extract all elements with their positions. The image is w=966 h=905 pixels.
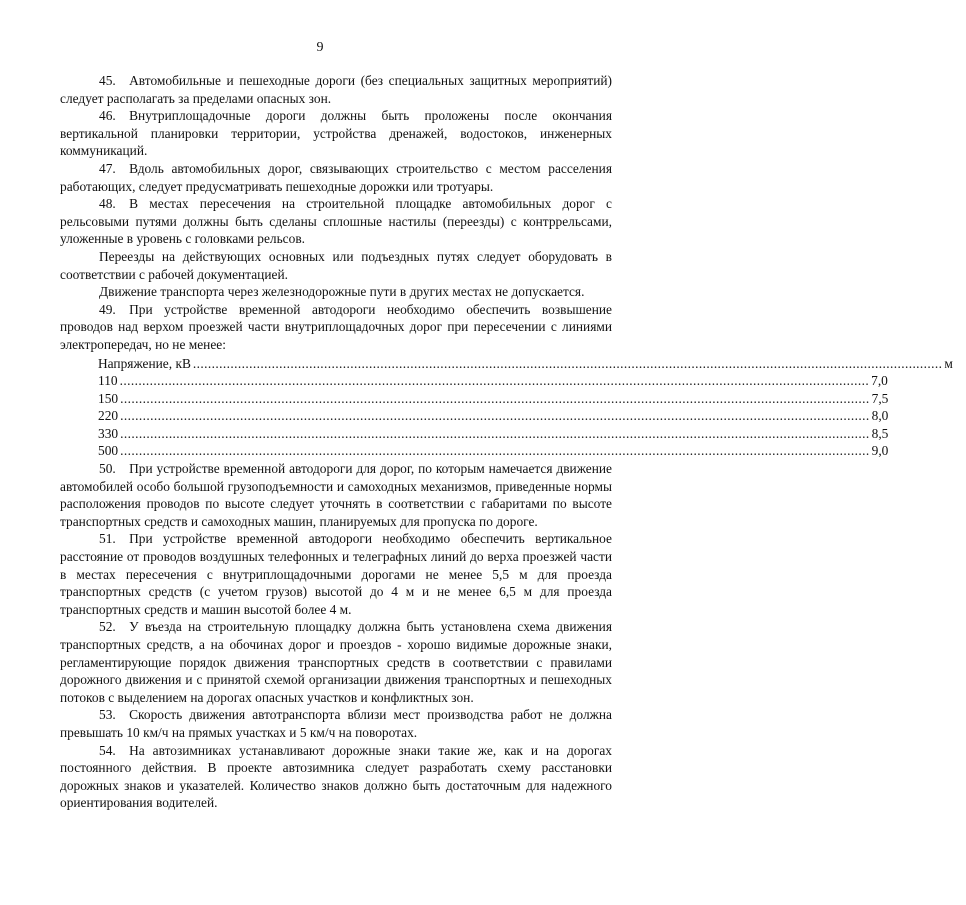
table-row bbox=[98, 372, 888, 390]
voltage-value: 110 bbox=[98, 373, 118, 389]
clearance-value: 8,0 bbox=[871, 408, 889, 424]
table-header-unit: м bbox=[944, 355, 953, 371]
paragraph-45: 45. Автомобильные и пешеходные дороги (без специальных защитных мероприятий) следует располагать за пределами опасных зон. bbox=[60, 73, 612, 106]
paragraph-49: 49. При устройстве временной автодороги необходимо обеспечить возвышение проводов над верхом проезжей части внутриплощадочных дорог при пересечении с линиями электропередач, но не менее: bbox=[60, 301, 612, 352]
voltage-clearance-table bbox=[98, 355, 953, 461]
dot-leader: ........................................................................................................................................................................................................ bbox=[120, 390, 870, 406]
clearance-value: 9,0 bbox=[871, 443, 889, 459]
paragraph-54: 54. На автозимниках устанавливают дорожные знаки такие же, как и на дорогах постоянного действия. В проекте автозимника следует разработать схему расстановки дорожных знаков и указателей. Количество знаков должно быть достаточным для надежного ориентирования водителей. bbox=[60, 742, 612, 811]
paragraph-52: 52. У въезда на строительную площадку должна быть установлена схема движения транспортных средств, а на обочинах дорог и проездов - хорошо видимые дорожные знаки, регламентирующие порядок движения транспортных средств в соответствии с правилами дорожного движения и с принятой схемой организации движения транспортных и пешеходных потоков с выделением на дорогах опасных участков и конфликтных зон. bbox=[60, 619, 612, 705]
voltage-value: 150 bbox=[98, 390, 119, 406]
table-row bbox=[98, 425, 889, 443]
dot-leader: ........................................................................................................................................................................................................ bbox=[120, 425, 870, 441]
paragraph-rail-traffic: Движение транспорта через железнодорожные пути в других местах не допускается. bbox=[99, 284, 585, 300]
page-number: 9 bbox=[316, 40, 324, 55]
voltage-value: 500 bbox=[98, 443, 119, 459]
paragraph-48: 48. В местах пересечения на строительной площадке автомобильных дорог с рельсовыми путями должны быть сделаны сплошные настилы (переезды) с контррельсами, уложенные в уровень с головками рельсов. bbox=[60, 196, 612, 247]
dot-leader: ........................................................................................................................................................................................................ bbox=[192, 355, 943, 371]
page-content bbox=[60, 72, 953, 812]
dot-leader: ........................................................................................................................................................................................................ bbox=[120, 443, 870, 459]
paragraph-50: 50. При устройстве временной автодороги для дорог, по которым намечается движение автомобилей особо большой грузоподъемности и самоходных механизмов, приведенные нормы расположения проводов по высоте следует уточнять в соответствии с габаритами по высоте транспортных средств и самоходных машин, планируемых для пропуска по дороге. bbox=[60, 461, 612, 529]
table-header-row bbox=[98, 355, 953, 373]
dot-leader: ........................................................................................................................................................................................................ bbox=[120, 408, 870, 424]
dot-leader: ........................................................................................................................................................................................................ bbox=[119, 373, 870, 389]
voltage-value: 330 bbox=[98, 425, 119, 441]
voltage-value: 220 bbox=[98, 408, 119, 424]
table-header-label: Напряжение, кВ bbox=[98, 355, 191, 371]
clearance-value: 8,5 bbox=[871, 425, 889, 441]
paragraph-53: 53. Скорость движения автотранспорта вблизи мест производства работ не должна превышать 10 км/ч на прямых участках и 5 км/ч на поворотах. bbox=[60, 707, 612, 740]
paragraph-46: 46. Внутриплощадочные дороги должны быть проложены после окончания вертикальной планировки территории, устройства дренажей, водостоков, инженерных коммуникаций. bbox=[60, 108, 612, 159]
clearance-value: 7,5 bbox=[871, 390, 889, 406]
table-row bbox=[98, 390, 889, 408]
table-row bbox=[98, 407, 889, 425]
paragraph-crossings: Переезды на действующих основных или подъездных путях следует оборудовать в соответствии с рабочей документацией. bbox=[60, 248, 612, 282]
clearance-value: 7,0 bbox=[871, 373, 888, 389]
table-row bbox=[98, 442, 889, 460]
paragraph-47: 47. Вдоль автомобильных дорог, связывающих строительство с местом расселения работающих, следует предусматривать пешеходные дорожки или тротуары. bbox=[60, 160, 612, 194]
paragraph-51: 51. При устройстве временной автодороги необходимо обеспечить вертикальное расстояние от проводов воздушных телефонных и телеграфных линий до верха проезжей части в местах пересечения с внутриплощадочными дорогами не менее 5,5 м для проезда транспортных средств (с учетом грузов) высотой до 4 м и не менее 6,5 м для проезда транспортных средств и машин высотой более 4 м. bbox=[60, 531, 612, 617]
